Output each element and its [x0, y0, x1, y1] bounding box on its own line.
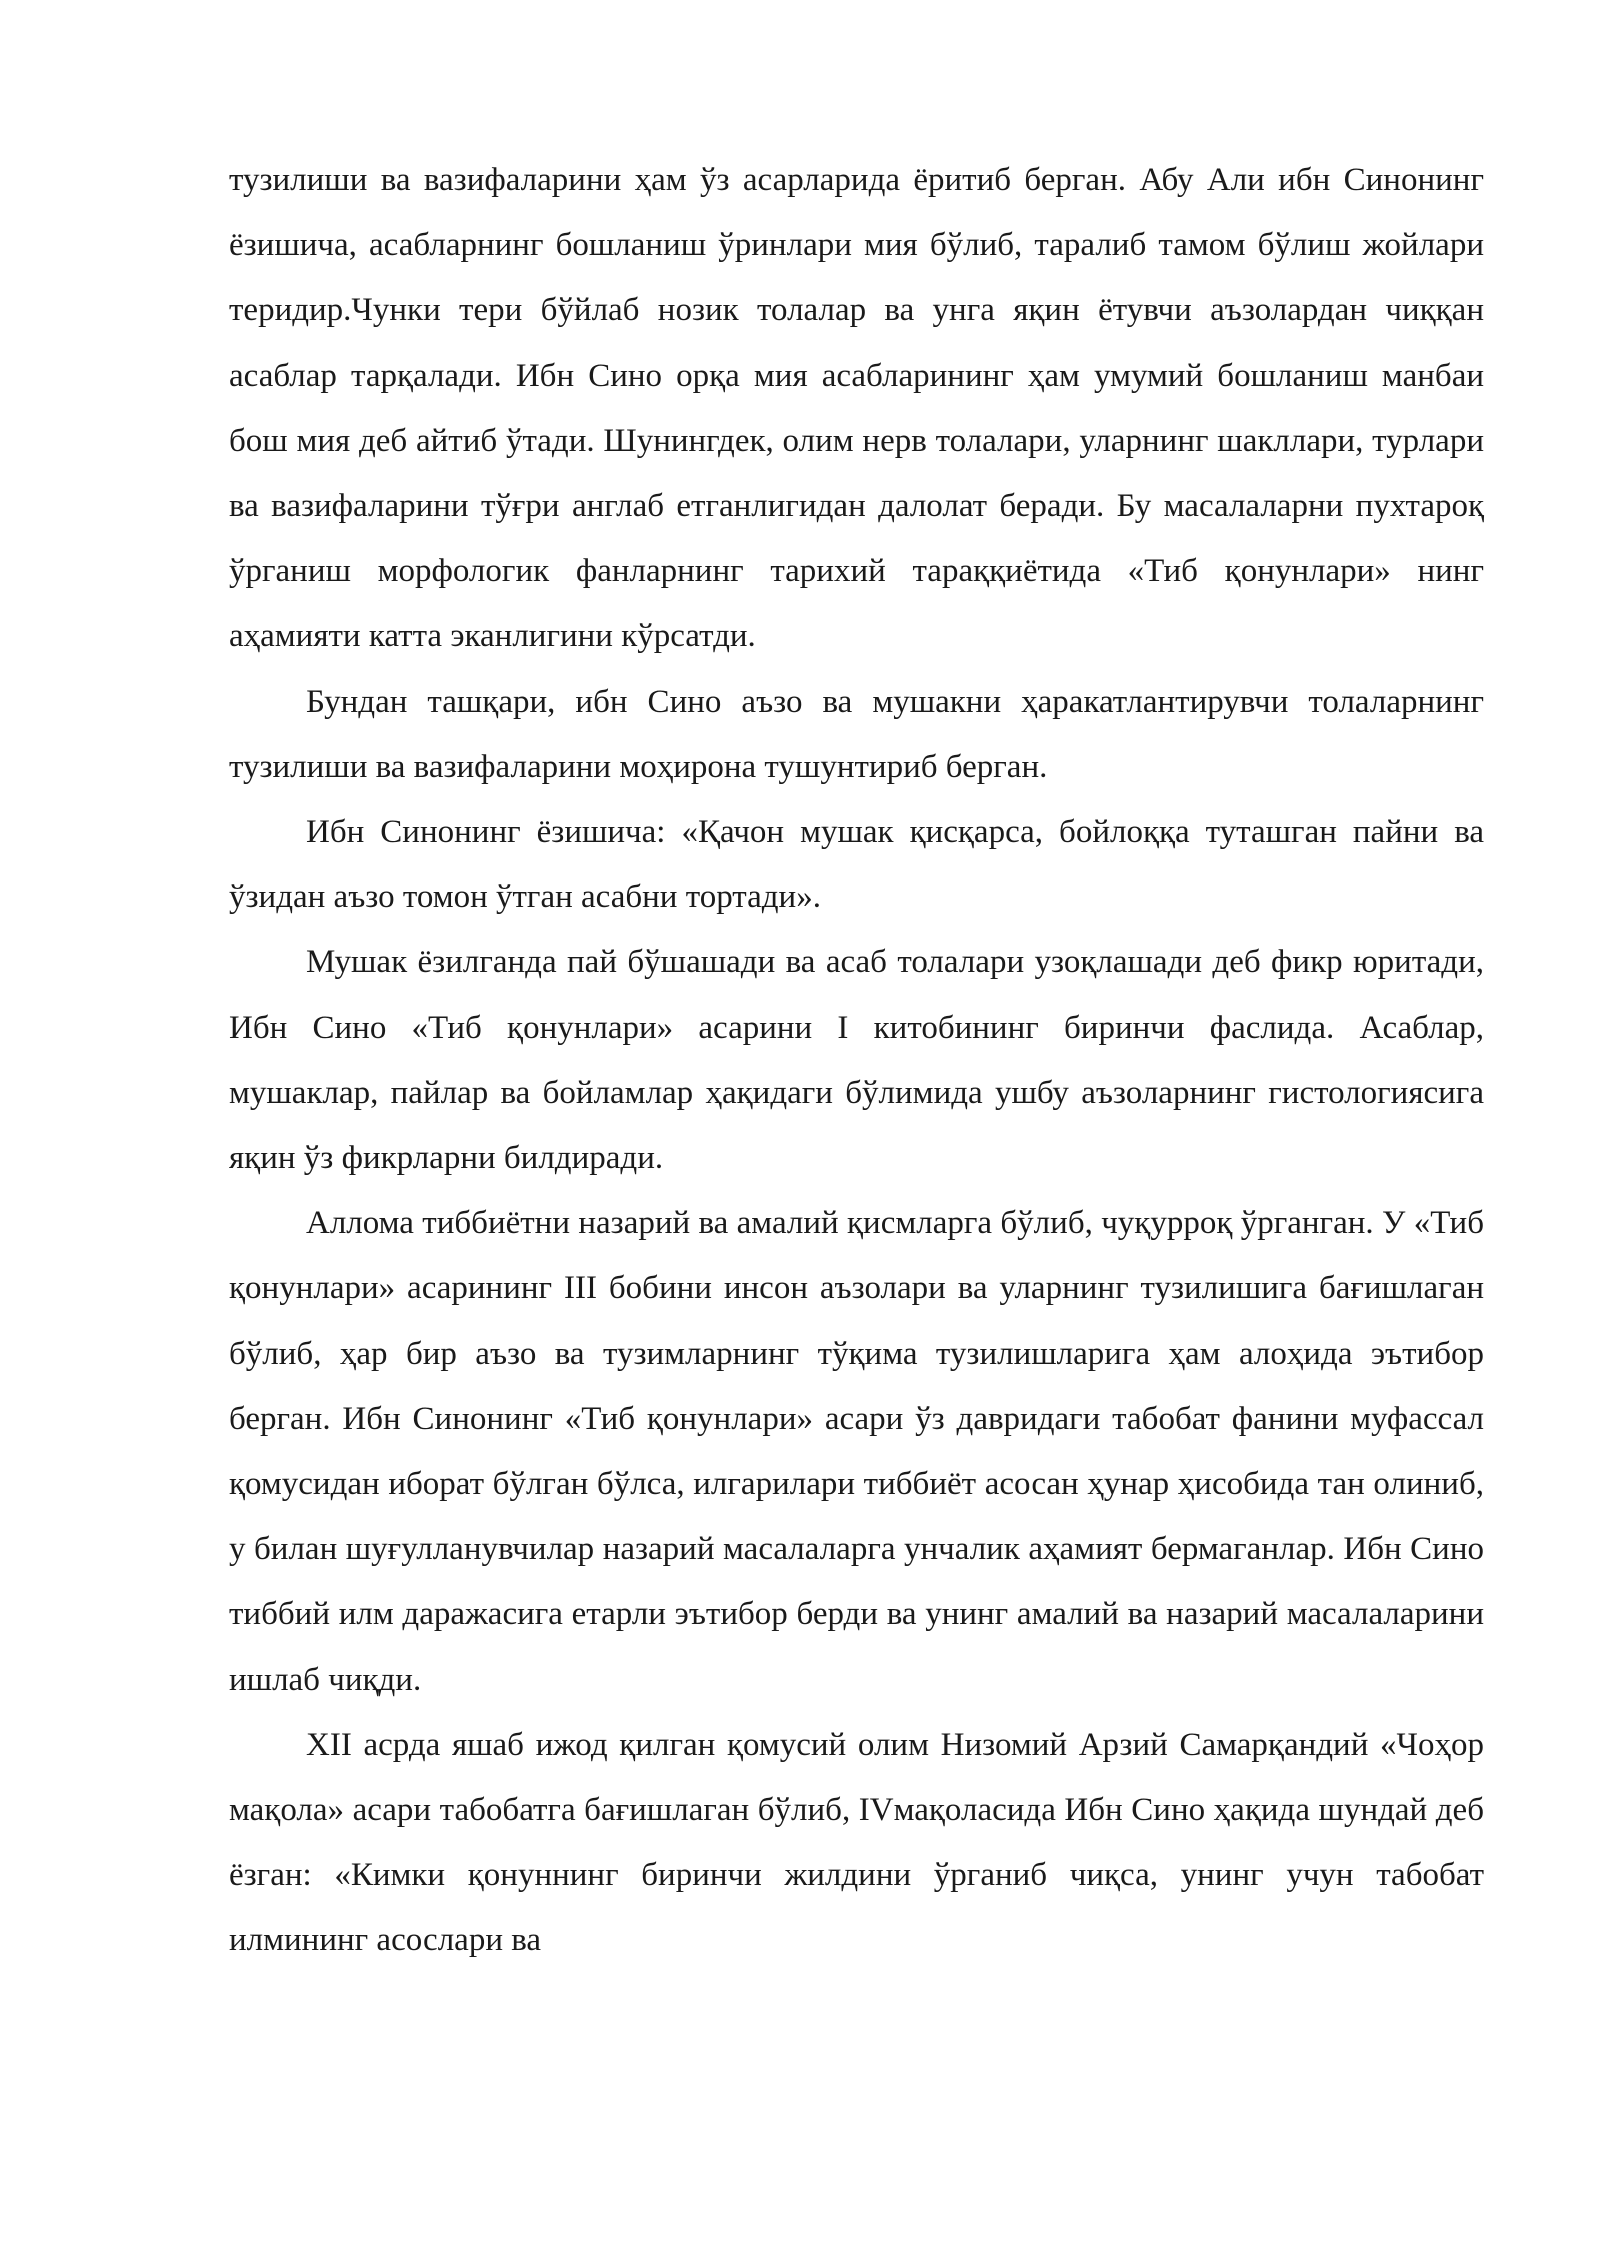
- paragraph-4: Мушак ёзилганда пай бўшашади ва асаб толалари узоқлашади деб фикр юритади, Ибн Сино «Тиб қонунлари» асарини I китобининг биринчи фаслида. Асаблар, мушаклар, пайлар ва бойламлар ҳақидаги бўлимида ушбу аъзоларнинг гистологиясига яқин ўз фикрларни билдиради.: [229, 944, 1484, 1177]
- paragraph-3: Ибн Синонинг ёзишича: «Қачон мушак қисқарса, бойлоққа туташган пайни ва ўзидан аъзо томон ўтган асабни тортади».: [229, 814, 1484, 916]
- paragraph-5: Аллома тиббиётни назарий ва амалий қисмларга бўлиб, чуқурроқ ўрганган. У «Тиб қонунлари» асарининг III бобини инсон аъзолари ва уларнинг тузилишига бағишлаган бўлиб, ҳар бир аъзо ва тузимларнинг тўқима тузилишларига ҳам алоҳида эътибор берган. Ибн Синонинг «Тиб қонунлари» асари ўз давридаги табобат фанини муфассал қомусидан иборат бўлган бўлса, илгарилари тиббиёт асосан ҳунар ҳисобида тан олиниб, у билан шуғулланувчилар назарий масалаларга унчалик аҳамият бермаганлар. Ибн Сино тиббий илм даражасига етарли эътибор берди ва унинг амалий ва назарий масалаларини ишлаб чиқди.: [229, 1205, 1484, 1698]
- paragraph-1: тузилиши ва вазифаларини ҳам ўз асарларида ёритиб берган. Абу Али ибн Синонинг ёзишича, асабларнинг бошланиш ўринлари мия бўлиб, таралиб тамом бўлиш жойлари теридир.Чунки тери бўйлаб нозик толалар ва унга яқин ётувчи аъзолардан чиққан асаблар тарқалади. Ибн Сино орқа мия асабларининг ҳам умумий бошланиш манбаи бош мия деб айтиб ўтади. Шунингдек, олим нерв толалари, уларнинг шакллари, турлари ва вазифаларини тўғри англаб етганлигидан далолат беради. Бу масалаларни пухтароқ ўрганиш морфологик фанларнинг тарихий тараққиётида «Тиб қонунлари» нинг аҳамияти катта эканлигини кўрсатди.: [229, 162, 1484, 655]
- document-body: [229, 148, 1484, 1974]
- paragraph-6: XII асрда яшаб ижод қилган қомусий олим Низомий Арзий Самарқандий «Чоҳор мақола» асари табобатга бағишлаган бўлиб, IVмақоласида Ибн Сино ҳақида шундай деб ёзган: «Кимки қонуннинг биринчи жилдини ўрганиб чиқса, унинг учун табобат илмининг асослари ва: [229, 1726, 1484, 1959]
- paragraph-2: Бундан ташқари, ибн Сино аъзо ва мушакни ҳаракатлантирувчи толаларнинг тузилиши ва вазифаларини моҳирона тушунтириб берган.: [229, 683, 1484, 785]
